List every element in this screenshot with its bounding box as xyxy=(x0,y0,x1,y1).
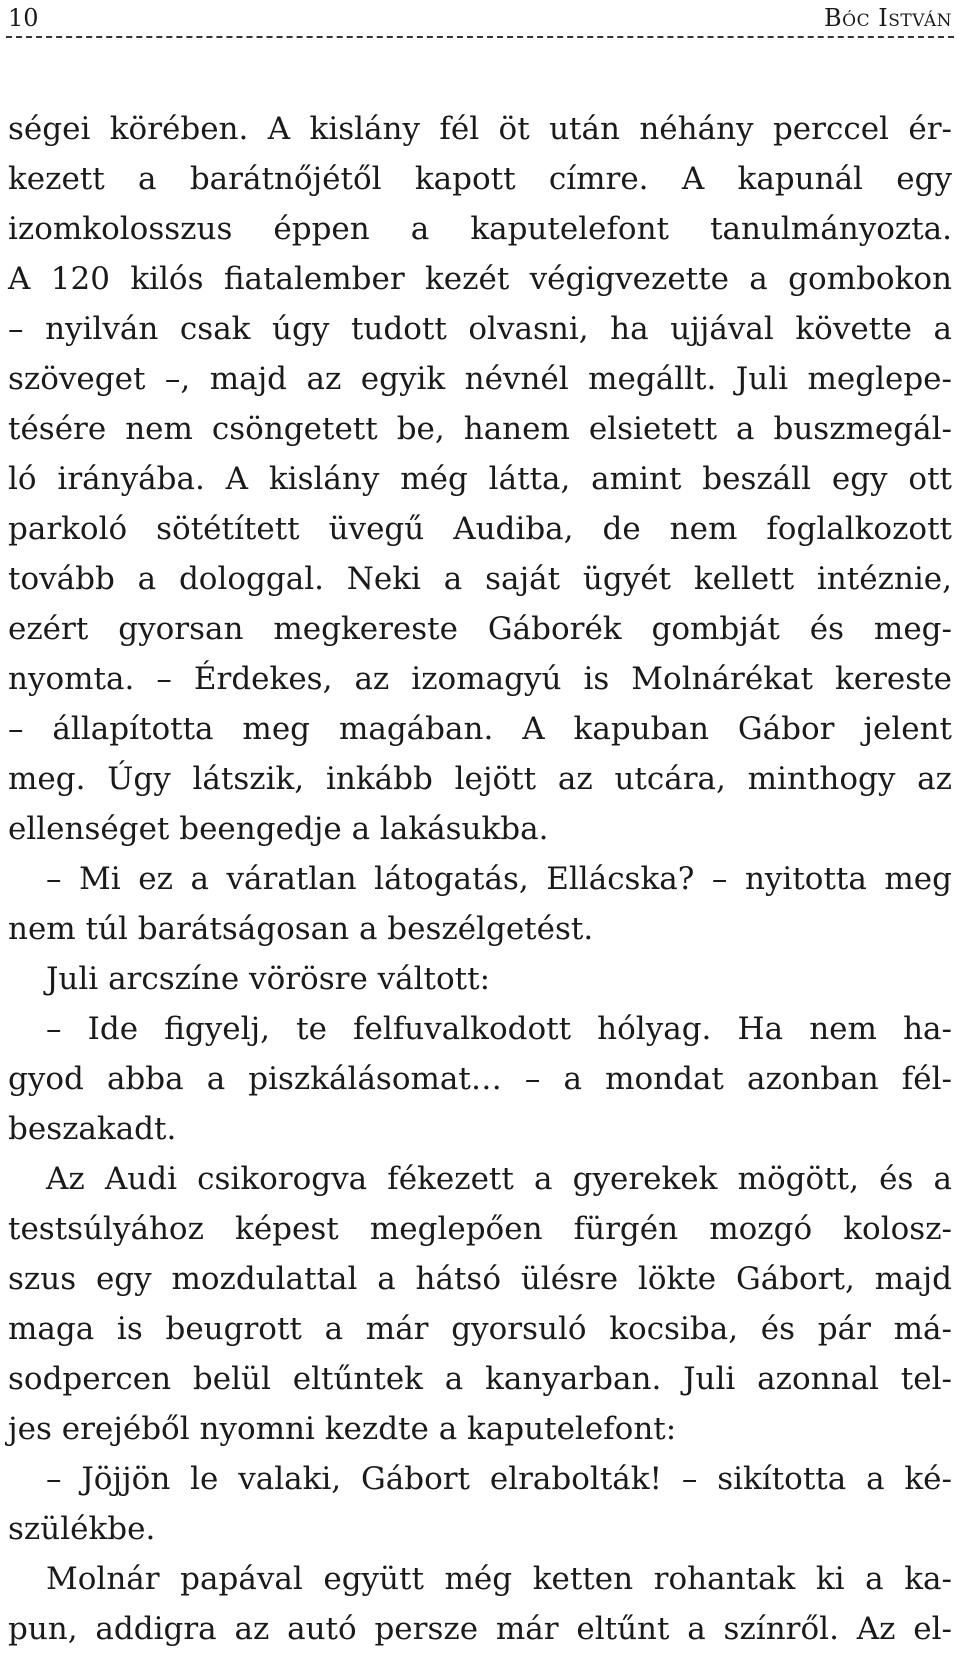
text-line: gyod abba a piszkálásomat… – a mondat azonban fél- xyxy=(8,1061,952,1097)
text-line: nem túl barátságosan a beszélgetést. xyxy=(8,911,594,947)
text-line: parkoló sötétített üvegű Audiba, de nem foglalkozott xyxy=(8,511,952,547)
text-line: ezért gyorsan megkereste Gáborék gombját és meg- xyxy=(8,611,952,647)
text-line: nyomta. – Érdekes, az izomagyú is Molnárékat kereste xyxy=(8,661,952,697)
running-head-author: Bóc István xyxy=(824,4,952,32)
text-line: izomkolosszus éppen a kaputelefont tanulmányozta. xyxy=(8,211,952,247)
text-line: szus egy mozdulattal a hátsó ülésre lökte Gábort, majd xyxy=(8,1261,952,1297)
text-line: kezett a barátnőjétől kapott címre. A kapunál egy xyxy=(8,161,952,197)
text-line: – állapította meg magában. A kapuban Gábor jelent xyxy=(8,711,952,747)
text-line: tovább a dologgal. Neki a saját ügyét kellett intéznie, xyxy=(8,561,952,597)
text-line: – Jöjjön le valaki, Gábort elrabolták! – sikította a ké- xyxy=(46,1461,952,1497)
text-line: meg. Úgy látszik, inkább lejött az utcára, minthogy az xyxy=(8,761,952,797)
text-line: ló irányába. A kislány még látta, amint beszáll egy ott xyxy=(8,461,952,497)
body-text xyxy=(8,104,952,1654)
text-line: – nyilván csak úgy tudott olvasni, ha ujjával követte a xyxy=(8,311,952,347)
page-number: 10 xyxy=(8,4,39,32)
text-line: maga is beugrott a már gyorsuló kocsiba, és pár má- xyxy=(8,1311,952,1347)
text-line: ellenséget beengedje a lakásukba. xyxy=(8,811,549,847)
text-line: jes erejéből nyomni kezdte a kaputelefont: xyxy=(8,1411,677,1447)
page-header xyxy=(6,2,954,38)
text-line: – Mi ez a váratlan látogatás, Ellácska? – nyitotta meg xyxy=(46,861,952,897)
text-line: tésére nem csöngetett be, hanem elsietett a buszmegál- xyxy=(8,411,952,447)
text-line: Juli arcszíne vörösre váltott: xyxy=(46,961,491,997)
text-line: beszakadt. xyxy=(8,1111,177,1147)
text-line: szülékbe. xyxy=(8,1511,156,1547)
text-line: – Ide figyelj, te felfuvalkodott hólyag. Ha nem ha- xyxy=(46,1011,952,1047)
text-line: szöveget –, majd az egyik névnél megállt. Juli meglepe- xyxy=(8,361,952,397)
text-line: Molnár papával együtt még ketten rohantak ki a ka- xyxy=(46,1561,952,1597)
text-line: sodpercen belül eltűntek a kanyarban. Juli azonnal tel- xyxy=(8,1361,952,1397)
text-line: testsúlyához képest meglepően fürgén mozgó kolosz- xyxy=(8,1211,952,1247)
text-line: A 120 kilós fiatalember kezét végigvezette a gombokon xyxy=(8,261,952,297)
text-line: Az Audi csikorogva fékezett a gyerekek mögött, és a xyxy=(46,1161,952,1197)
text-line: pun, addigra az autó persze már eltűnt a színről. Az el- xyxy=(8,1611,952,1647)
text-line: ségei körében. A kislány fél öt után néhány perccel ér- xyxy=(8,111,952,147)
